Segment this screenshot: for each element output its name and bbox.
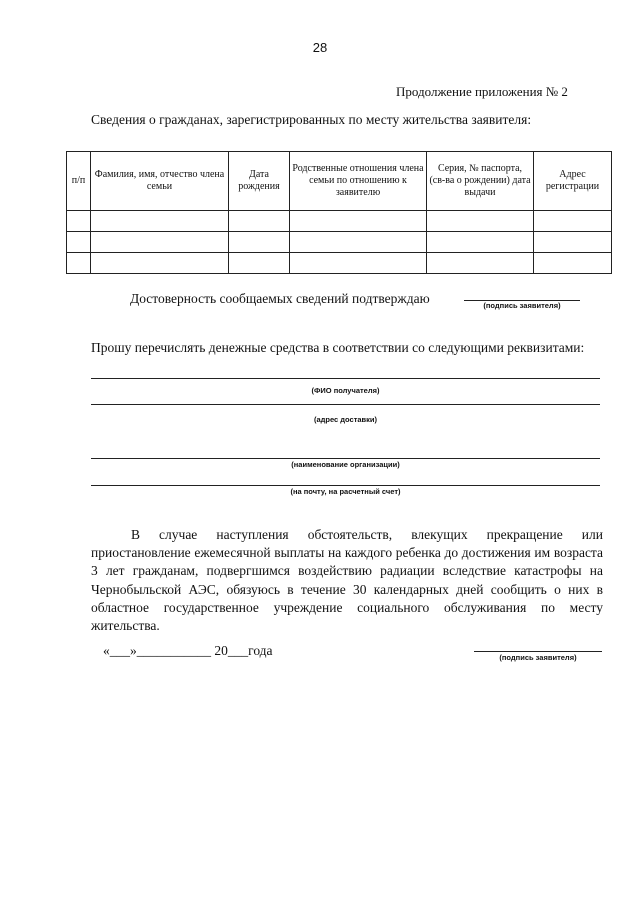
table-cell[interactable] bbox=[229, 232, 290, 253]
table-cell[interactable] bbox=[534, 253, 612, 274]
delivery-address-field[interactable] bbox=[91, 404, 600, 405]
header-birth-date: Дата рождения bbox=[229, 152, 290, 211]
header-number: п/п bbox=[67, 152, 91, 211]
confirmation-signature-caption: (подпись заявителя) bbox=[483, 301, 561, 310]
registered-citizens-intro: Сведения о гражданах, зарегистрированных по месту жительства заявителя: bbox=[91, 112, 532, 127]
table-cell[interactable] bbox=[290, 211, 427, 232]
table-cell[interactable] bbox=[290, 253, 427, 274]
recipient-name-field[interactable] bbox=[91, 378, 600, 379]
obligation-notice: В случае наступления обстоятельств, влекущих прекращение или приостановление ежемесячной выплаты на каждого ребенка до достижения им возраста 3 лет гражданам, подвергшимся воздействию радиации вследствие катастрофы на Чернобыльской АЭС, обязуюсь в течение 30 календарных дней сообщить о них в областное государственное учреждение социального обслуживания по месту жительства. bbox=[91, 527, 603, 634]
family-members-table bbox=[66, 151, 612, 274]
applicant-signature-line[interactable] bbox=[474, 651, 602, 652]
payment-details-request: Прошу перечислять денежные средства в соответствии со следующими реквизитами: bbox=[91, 340, 585, 355]
recipient-name-caption: (ФИО получателя) bbox=[311, 386, 380, 395]
delivery-method-caption: (на почту, на расчетный счет) bbox=[290, 487, 401, 496]
table-header-row bbox=[67, 152, 612, 211]
header-full-name: Фамилия, имя, отчество члена семьи bbox=[91, 152, 229, 211]
table-cell[interactable] bbox=[427, 253, 534, 274]
table-row bbox=[67, 211, 612, 232]
appendix-title: Продолжение приложения № 2 bbox=[396, 84, 568, 99]
table-cell[interactable] bbox=[534, 232, 612, 253]
date-field[interactable]: «___»___________ 20___года bbox=[103, 643, 273, 658]
table-cell[interactable] bbox=[67, 253, 91, 274]
delivery-method-field[interactable] bbox=[91, 485, 600, 486]
applicant-signature-caption: (подпись заявителя) bbox=[499, 653, 577, 662]
table-cell[interactable] bbox=[91, 211, 229, 232]
table-cell[interactable] bbox=[91, 232, 229, 253]
delivery-address-caption: (адрес доставки) bbox=[313, 415, 378, 424]
table-cell[interactable] bbox=[67, 211, 91, 232]
table-row bbox=[67, 232, 612, 253]
table-row bbox=[67, 253, 612, 274]
organization-name-caption: (наименование организации) bbox=[291, 460, 400, 469]
table-cell[interactable] bbox=[290, 232, 427, 253]
confirmation-statement: Достоверность сообщаемых сведений подтверждаю bbox=[130, 291, 430, 306]
header-registration-address: Адрес регистрации bbox=[534, 152, 612, 211]
table-cell[interactable] bbox=[229, 211, 290, 232]
header-passport: Серия, № паспорта, (св-ва о рождении) дата выдачи bbox=[427, 152, 534, 211]
table-cell[interactable] bbox=[427, 232, 534, 253]
organization-name-field[interactable] bbox=[91, 458, 600, 459]
table-cell[interactable] bbox=[91, 253, 229, 274]
page-number: 28 bbox=[312, 40, 328, 55]
header-relationship: Родственные отношения члена семьи по отношению к заявителю bbox=[290, 152, 427, 211]
table-cell[interactable] bbox=[427, 211, 534, 232]
table-cell[interactable] bbox=[229, 253, 290, 274]
table-cell[interactable] bbox=[534, 211, 612, 232]
table-cell[interactable] bbox=[67, 232, 91, 253]
